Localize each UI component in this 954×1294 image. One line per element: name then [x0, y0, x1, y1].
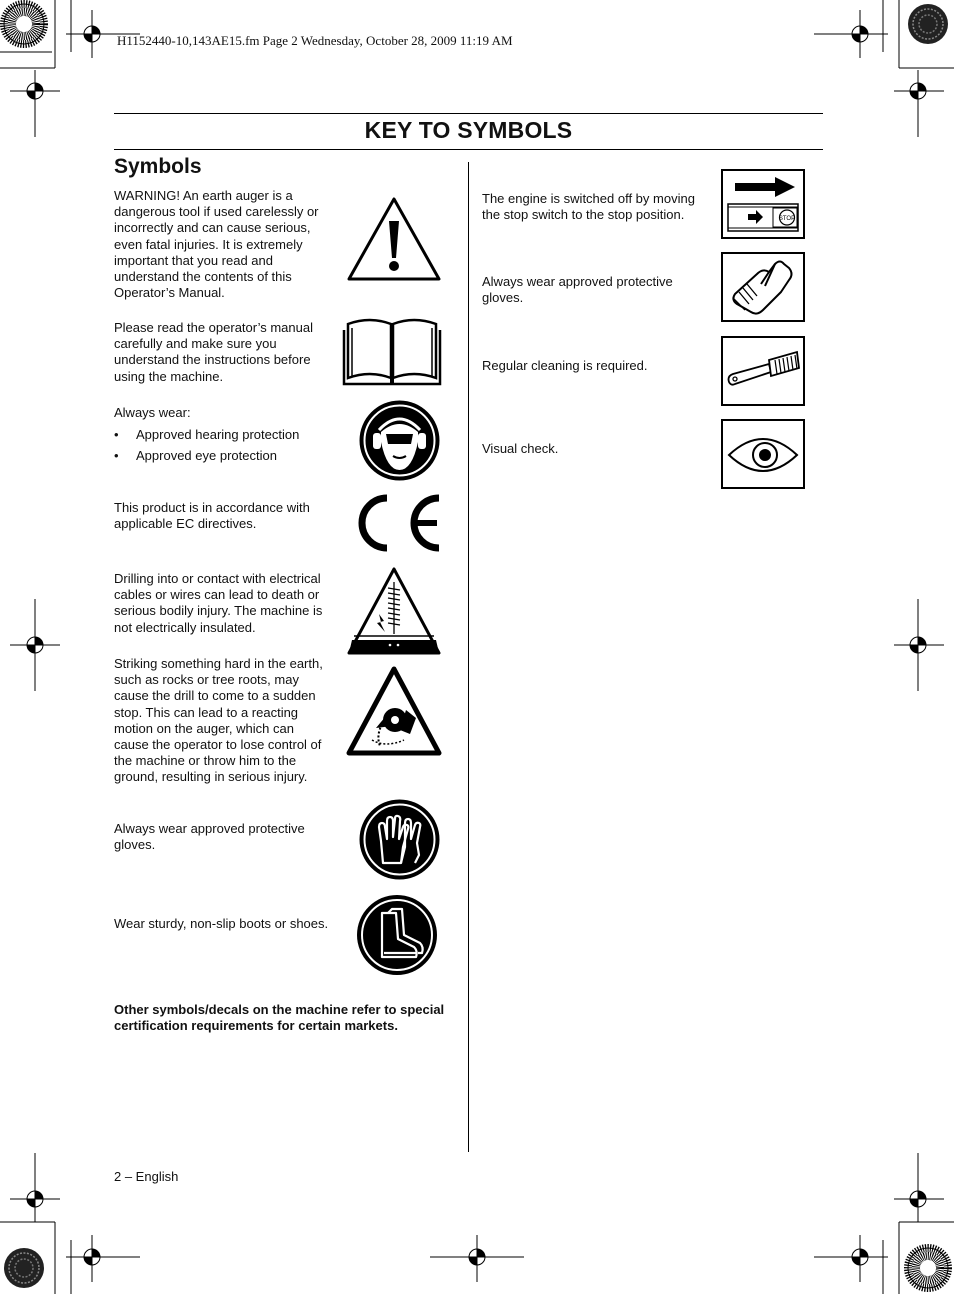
boots-text: Wear sturdy, non-slip boots or shoes. [114, 916, 329, 931]
kickback-hazard-icon [346, 666, 442, 756]
brush-icon [721, 336, 805, 406]
kickback-text: Striking something hard in the earth, such as rocks or tree roots, may cause the drill to come to a sudden stop. This can lead to a reacting motion on the auger, which can cause the operator to lose control of the machine or throw him to the ground, resulting in serious injury. [114, 656, 323, 785]
stop-label: STOP [778, 215, 796, 222]
eye-icon [721, 419, 805, 489]
stop-switch-icon [721, 169, 805, 239]
stop-switch-text: The engine is switched off by moving the stop switch to the stop position. [482, 191, 695, 223]
protection-list [114, 427, 344, 469]
list-item: • Approved eye protection [114, 448, 344, 469]
ec-directive-text: This product is in accordance with applicable EC directives. [114, 500, 310, 532]
cleaning-text: Regular cleaning is required. [482, 358, 648, 373]
list-item: • Approved hearing protection [114, 427, 344, 448]
open-book-icon [342, 314, 442, 386]
ce-mark-icon [351, 492, 443, 554]
column-divider [468, 162, 469, 1152]
visual-check-text: Visual check. [482, 441, 559, 456]
electric-hazard-text: Drilling into or contact with electrical cables or wires can lead to death or serious bodily injury. The machine is not electrically insulated. [114, 571, 323, 635]
always-wear-text: Always wear: [114, 405, 191, 420]
certification-note: Other symbols/decals on the machine refer to special certification requirements for certain markets. [114, 1002, 445, 1034]
manual-text: Please read the operator’s manual carefully and make sure you understand the instructions before using the machine. [114, 320, 313, 384]
glove-icon [721, 252, 805, 322]
page-title: KEY TO SYMBOLS [364, 117, 573, 143]
file-info-header: H1152440-10,143AE15.fm Page 2 Wednesday, October 28, 2009 11:19 AM [117, 33, 513, 48]
electric-hazard-icon [346, 566, 442, 656]
gloves-icon [357, 797, 442, 882]
page-footer: 2 – English [114, 1169, 179, 1184]
title-rule-bottom [114, 149, 823, 150]
section-heading: Symbols [114, 155, 202, 178]
warning-text: WARNING! An earth auger is a dangerous tool if used carelessly or incorrectly and can cause serious, even fatal injuries. It is extremely important that you read and understand the contents of this Operator’s Manual. [114, 188, 319, 301]
boots-icon [354, 893, 440, 977]
gloves-text: Always wear approved protective gloves. [114, 821, 305, 853]
title-rule-top [114, 113, 823, 114]
face-protection-icon [357, 398, 442, 483]
warning-triangle-icon [346, 196, 442, 282]
protective-gloves-text: Always wear approved protective gloves. [482, 274, 673, 306]
